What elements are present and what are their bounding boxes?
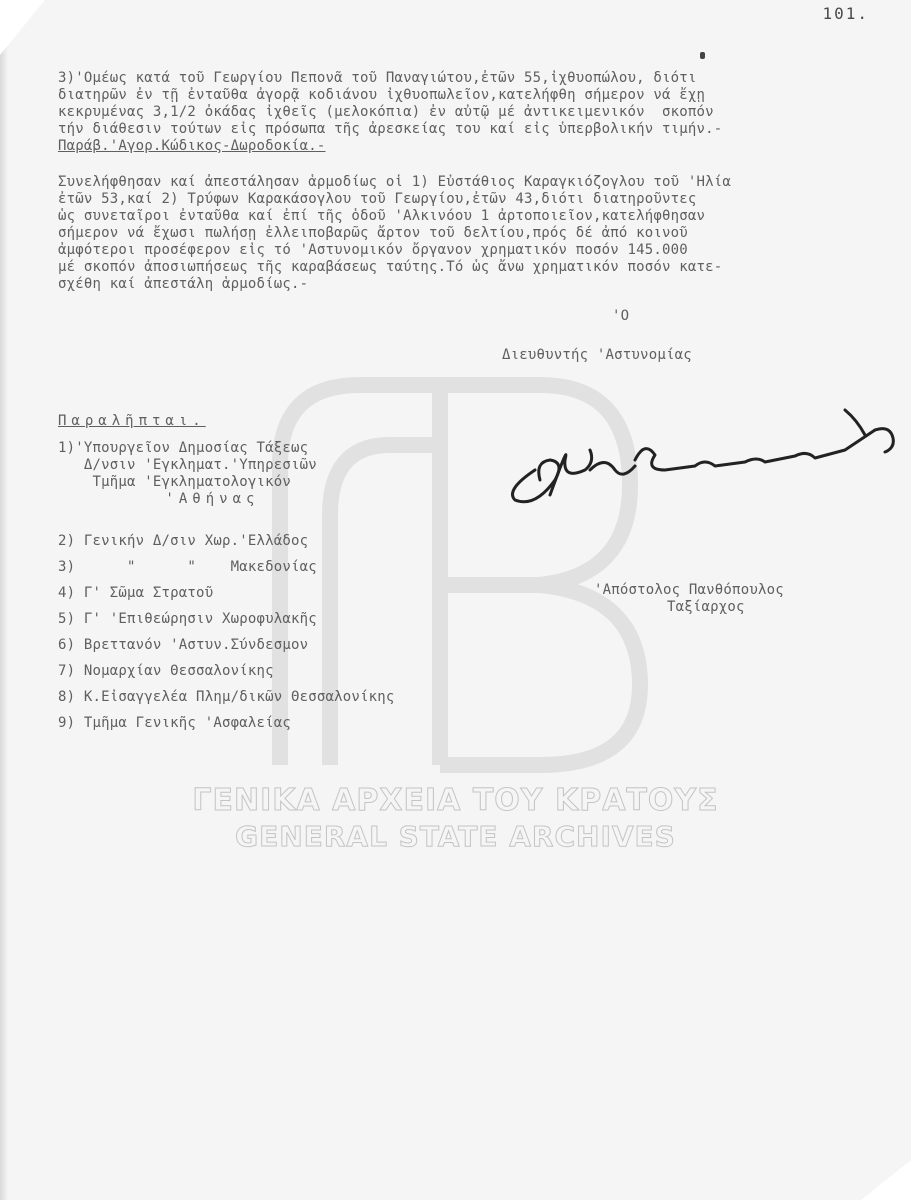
- recipient-item: Τμῆμα 'Εγκληματολογικόν: [58, 474, 291, 490]
- ink-dot: [700, 52, 705, 59]
- paragraph-line: τήν διάθεσιν τούτων εἰς πρόσωπα τῆς ἀρεσκείας του καί εἰς ὑπερβολικήν τιμήν.-: [58, 121, 723, 137]
- paragraph-line: σήμερον νά ἔχωσι πωλήσῃ ἐλλειποβαρῶς ἄρτον τοῦ δελτίου,πρός δέ ἀπό κοινοῦ: [58, 225, 688, 241]
- paragraph-line: σχέθη καί ἀπεστάλη ἁρμοδίως.-: [58, 276, 309, 292]
- paragraph-line: ἐτῶν 53,καί 2) Τρύφων Καρακάσογλου τοῦ Γεωργίου,ἐτῶν 43,διότι διατηροῦντες: [58, 191, 697, 207]
- recipients-heading: Παραλῆπται.: [58, 413, 206, 429]
- signer-name: 'Απόστολος Πανθόπουλος: [594, 582, 784, 598]
- paragraph-line: Συνελήφθησαν καί ἀπεστάλησαν ἁρμοδίως οἱ 1) Εὐστάθιος Καραγκιόζογλου τοῦ 'Ηλία: [58, 174, 732, 190]
- paragraph-line: μέ σκοπόν ἀποσιωπήσεως τῆς καραβάσεως ταύτης.Τό ὡς ἄνω χρηματικόν ποσόν κατε-: [58, 259, 723, 275]
- page-edge-shadow: [0, 0, 8, 1200]
- signer-rank: Ταξίαρχος: [667, 599, 745, 615]
- recipient-item: 6) Βρεττανόν 'Αστυν.Σύνδεσμον: [58, 637, 309, 653]
- paragraph-line: 3)'Ομέως κατά τοῦ Γεωργίου Πεπονᾶ τοῦ Παναγιώτου,ἐτῶν 55,ἰχθυοπώλου, διότι: [58, 70, 697, 86]
- signer-office: Διευθυντής 'Αστυνομίας: [502, 347, 692, 363]
- recipients-list: [58, 440, 395, 736]
- page-corner-fold: [0, 0, 45, 55]
- recipient-item: 1)'Υπουργεῖον Δημοσίας Τάξεως: [58, 440, 309, 456]
- offence-reference: Παράβ.'Αγορ.Κώδικος-Δωροδοκία.-: [58, 138, 326, 154]
- recipient-item: 7) Νομαρχίαν Θεσσαλονίκης: [58, 663, 274, 679]
- watermark-text-greek: ΓΕΝΙΚΑ ΑΡΧΕΙΑ ΤΟΥ ΚΡΑΤΟΥΣ: [192, 783, 719, 818]
- recipient-item: 4) Γ' Σῶμα Στρατοῦ: [58, 585, 214, 601]
- signer-article: 'Ο: [612, 308, 630, 324]
- recipient-item: Δ/νσιν 'Εγκληματ.'Υπηρεσιῶν: [58, 457, 317, 473]
- paragraph-line: διατηρῶν ἐν τῇ ἐνταῦθα ἀγορᾷ κοδιάνου ἰχθυοπωλεῖον,κατελήφθη σήμερον νά ἔχῃ: [58, 87, 706, 103]
- folio-number: 101.: [822, 4, 869, 23]
- recipient-item: 'Αθήνας: [58, 491, 260, 507]
- paragraph-line: κεκρυμένας 3,1/2 ὀκάδας ἰχθεῖς (μελοκόπια) ἐν αὐτῷ μέ ἀντικειμενικόν σκοπόν: [58, 104, 714, 120]
- paragraph-line: ὡς συνεταῖροι ἐνταῦθα καί ἐπί τῆς ὁδοῦ 'Αλκινόου 1 ἀρτοποιεῖον,κατελήφθησαν: [58, 208, 706, 224]
- recipient-item: 3) " " Μακεδονίας: [58, 559, 317, 575]
- paragraph-arrests: [58, 174, 731, 293]
- recipient-item: 5) Γ' 'Επιθεώρησιν Χωροφυλακῆς: [58, 611, 317, 627]
- watermark-text-english: GENERAL STATE ARCHIVES: [235, 820, 676, 853]
- recipient-item: 9) Τμῆμα Γενικῆς 'Ασφαλείας: [58, 715, 291, 731]
- paragraph-item-3: [58, 70, 722, 155]
- recipient-item: 2) Γενικήν Δ/σιν Χωρ.'Ελλάδος: [58, 533, 309, 549]
- page-corner-fold-bottom: [861, 1160, 911, 1200]
- recipient-item: 8) Κ.Εἰσαγγελέα Πλημ/δικῶν Θεσσαλονίκης: [58, 689, 395, 705]
- handwritten-signature: [495, 400, 911, 520]
- paragraph-line: ἀμφότεροι προσέφερον εἰς τό 'Αστυνομικόν ὄργανον χρηματικόν ποσόν 145.000: [58, 242, 688, 258]
